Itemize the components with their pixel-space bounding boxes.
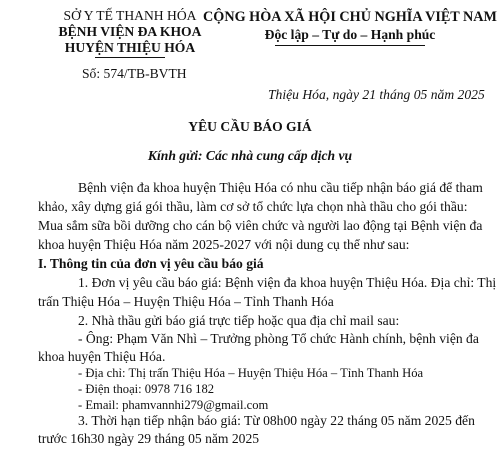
item-1-line-2: trấn Thiệu Hóa – Huyện Thiệu Hóa – Tỉnh Thanh Hóa: [38, 294, 334, 309]
motto-underline: [275, 45, 425, 46]
issuer-hospital-line1: BỆNH VIỆN ĐA KHOA: [58, 24, 202, 39]
place-date: Thiệu Hóa, ngày 21 tháng 05 năm 2025: [268, 87, 485, 102]
contact-name-line-1: - Ông: Phạm Văn Nhì – Trưởng phòng Tổ chức Hành chính, bệnh viện đa: [78, 331, 479, 346]
recipient-line: Kính gửi: Các nhà cung cấp dịch vụ: [147, 148, 353, 163]
item-3-line-1: 3. Thời hạn tiếp nhận báo giá: Từ 08h00 ngày 22 tháng 05 năm 2025 đến: [78, 413, 475, 428]
contact-email: - Email: phamvannhi279@gmail.com: [78, 398, 269, 412]
issuer-hospital-line2: HUYỆN THIỆU HÓA: [64, 40, 196, 55]
intro-line-2: khảo, xây dựng giá gói thầu, làm cơ sở tổ chức lựa chọn nhà thầu cho gói thầu:: [38, 199, 468, 214]
document-number: Số: 574/TB-BVTH: [82, 66, 187, 81]
intro-line-1: Bệnh viện đa khoa huyện Thiệu Hóa có nhu cầu tiếp nhận báo giá để tham: [78, 180, 483, 195]
contact-address: - Địa chỉ: Thị trấn Thiệu Hóa – Huyện Thiệu Hóa – Tỉnh Thanh Hóa: [78, 366, 424, 380]
nation-title: CỘNG HÒA XÃ HỘI CHỦ NGHĨA VIỆT NAM: [203, 9, 497, 25]
item-2: 2. Nhà thầu gửi báo giá trực tiếp hoặc qua địa chỉ mail sau:: [78, 313, 400, 328]
document-title: YÊU CẦU BÁO GIÁ: [188, 119, 312, 134]
issuer-underline: [95, 57, 165, 58]
contact-phone: - Điện thoại: 0978 716 182: [78, 382, 215, 396]
contact-name-line-2: khoa huyện Thiệu Hóa.: [38, 349, 166, 364]
item-1-line-1: 1. Đơn vị yêu cầu báo giá: Bệnh viện đa khoa huyện Thiệu Hóa. Địa chỉ: Thị: [78, 275, 497, 290]
nation-block: [200, 8, 500, 44]
intro-line-4: khoa huyện Thiệu Hóa năm 2025-2027 với nội dung cụ thể như sau:: [38, 237, 410, 252]
national-motto: Độc lập – Tự do – Hạnh phúc: [264, 27, 436, 42]
item-3-line-2: trước 16h30 ngày 29 tháng 05 năm 2025: [38, 431, 260, 446]
intro-line-3: Mua sắm sữa bồi dưỡng cho cán bộ viên chức và người lao động tại Bệnh viện đa: [38, 218, 483, 233]
issuer-block: [40, 8, 220, 56]
issuer-department: SỞ Y TẾ THANH HÓA: [63, 8, 197, 23]
section-1-heading: I. Thông tin của đơn vị yêu cầu báo giá: [38, 256, 264, 271]
